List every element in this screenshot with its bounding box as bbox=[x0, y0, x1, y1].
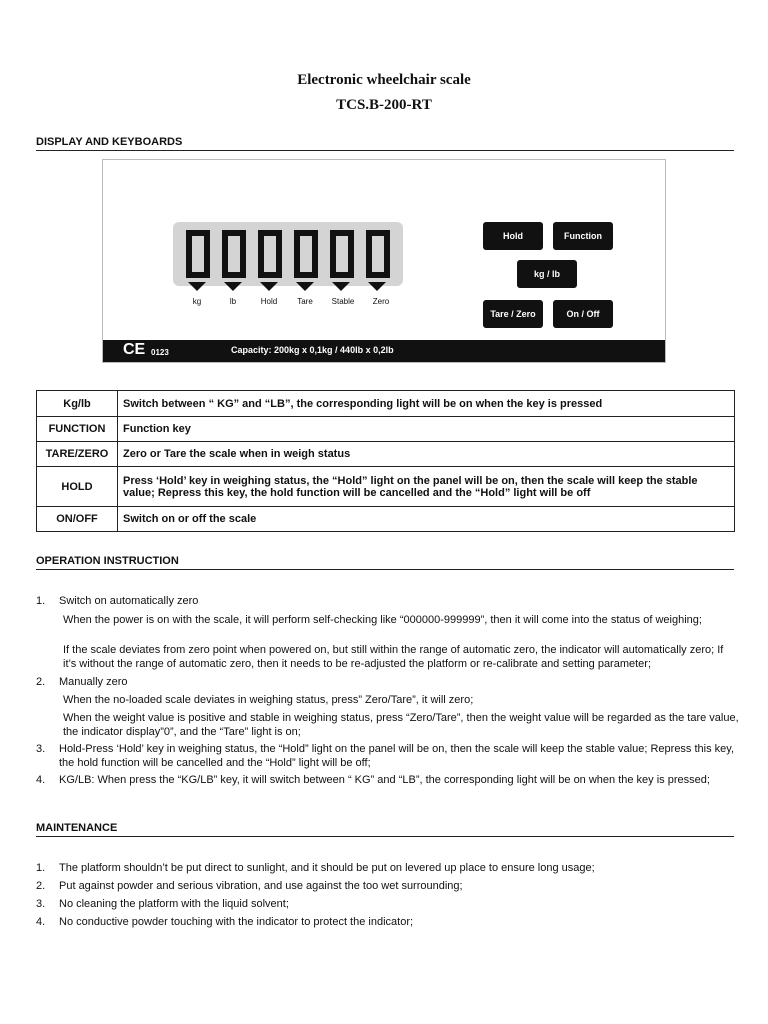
capacity-label: Capacity: 200kg x 0,1kg / 440lb x 0,2lb bbox=[231, 345, 394, 355]
table-desc-cell: Press ‘Hold’ key in weighing status, the “Hold” light on the panel will be on, then the scale will keep the stable value; Repress this key, the hold function will be cancelled and the “Hold” light will be off bbox=[118, 467, 735, 507]
section-heading-operation: OPERATION INSTRUCTION bbox=[36, 555, 734, 570]
table-row bbox=[37, 417, 735, 442]
table-desc-cell: Switch on or off the scale bbox=[118, 507, 735, 532]
function-key: Function bbox=[553, 222, 613, 250]
table-row bbox=[37, 442, 735, 467]
list-number: 1. bbox=[36, 595, 46, 607]
indicator-arrow-lb bbox=[224, 282, 242, 291]
list-item-title: Switch on automatically zero bbox=[59, 595, 199, 607]
indicator-label-hold: Hold bbox=[260, 297, 278, 306]
list-paragraph: If the scale deviates from zero point when powered on, but still within the range of automatic zero, the indicator will automatically zero; If it’s without the range of automatic zero, then it needs to be re-adjusted the platform or re-calibrate and setting parameter; bbox=[63, 644, 724, 670]
table-key-cell: TARE/ZERO bbox=[37, 442, 118, 467]
table-key-cell: HOLD bbox=[37, 467, 118, 507]
ce-number: 0123 bbox=[151, 348, 169, 357]
table-desc-cell: Function key bbox=[118, 417, 735, 442]
table-row bbox=[37, 467, 735, 507]
key-description-table bbox=[36, 390, 735, 532]
lcd-digit bbox=[255, 228, 285, 280]
list-item: No cleaning the platform with the liquid solvent; bbox=[59, 898, 289, 910]
scale-display-panel bbox=[102, 159, 666, 363]
indicator-label-stable: Stable bbox=[331, 297, 355, 306]
list-paragraph: When the weight value is positive and stable in weighing status, press “Zero/Tare”, then the weight value will be regarded as the tare value, the indicator display”0”, and the “Tare” light is on; bbox=[63, 712, 739, 738]
lcd-digit bbox=[363, 228, 393, 280]
kg-lb-key: kg / lb bbox=[517, 260, 577, 288]
indicator-arrow-stable bbox=[332, 282, 350, 291]
indicator-label-tare: Tare bbox=[297, 297, 313, 306]
indicator-label-lb: lb bbox=[229, 297, 237, 306]
indicator-arrow-kg bbox=[188, 282, 206, 291]
tare-zero-key: Tare / Zero bbox=[483, 300, 543, 328]
section-heading-display: DISPLAY AND KEYBOARDS bbox=[36, 136, 734, 151]
list-paragraph: When the power is on with the scale, it will perform self-checking like “000000-999999”, then it will come into the status of weighing; bbox=[63, 614, 702, 626]
table-key-cell: Kg/lb bbox=[37, 391, 118, 417]
on-off-key: On / Off bbox=[553, 300, 613, 328]
list-number: 2. bbox=[36, 676, 46, 688]
lcd-digit bbox=[291, 228, 321, 280]
list-item: Hold-Press ‘Hold’ key in weighing status, the “Hold” light on the panel will be on, then the scale will keep the stable value; Repress this key, the hold function will be cancelled and the “Hold” light will be off; bbox=[59, 743, 735, 769]
table-row bbox=[37, 507, 735, 532]
lcd-digit bbox=[327, 228, 357, 280]
list-item: No conductive powder touching with the indicator to protect the indicator; bbox=[59, 916, 414, 928]
list-number: 4. bbox=[36, 916, 46, 928]
indicator-label-zero: Zero bbox=[372, 297, 390, 306]
indicator-arrow-zero bbox=[368, 282, 386, 291]
lcd-digit bbox=[183, 228, 213, 280]
table-row bbox=[37, 391, 735, 417]
lcd-digit bbox=[219, 228, 249, 280]
indicator-label-kg: kg bbox=[192, 297, 202, 306]
hold-key: Hold bbox=[483, 222, 543, 250]
ce-mark: CE bbox=[123, 341, 146, 358]
list-item: The platform shouldn’t be put direct to sunlight, and it should be put on levered up place to ensure long usage; bbox=[59, 862, 595, 874]
indicator-arrow-tare bbox=[296, 282, 314, 291]
list-item: KG/LB: When press the “KG/LB” key, it will switch between “ KG” and “LB”, the corresponding light will be on when the key is pressed; bbox=[59, 774, 710, 786]
list-number: 3. bbox=[36, 743, 46, 755]
list-number: 4. bbox=[36, 774, 46, 786]
capacity-bar bbox=[103, 340, 665, 362]
list-paragraph: When the no-loaded scale deviates in weighing status, press” Zero/Tare”, it will zero; bbox=[63, 694, 474, 706]
list-item: Put against powder and serious vibration, and use against the too wet surrounding; bbox=[59, 880, 463, 892]
list-number: 1. bbox=[36, 862, 46, 874]
list-number: 2. bbox=[36, 880, 46, 892]
doc-title: Electronic wheelchair scale bbox=[297, 72, 471, 88]
table-key-cell: ON/OFF bbox=[37, 507, 118, 532]
table-desc-cell: Zero or Tare the scale when in weigh status bbox=[118, 442, 735, 467]
table-desc-cell: Switch between “ KG” and “LB”, the corresponding light will be on when the key is pressed bbox=[118, 391, 735, 417]
lcd-screen bbox=[173, 222, 403, 286]
table-key-cell: FUNCTION bbox=[37, 417, 118, 442]
indicator-arrow-hold bbox=[260, 282, 278, 291]
doc-model: TCS.B-200-RT bbox=[336, 97, 432, 113]
section-heading-maintenance: MAINTENANCE bbox=[36, 822, 734, 837]
list-item-title: Manually zero bbox=[59, 676, 128, 688]
list-number: 3. bbox=[36, 898, 46, 910]
